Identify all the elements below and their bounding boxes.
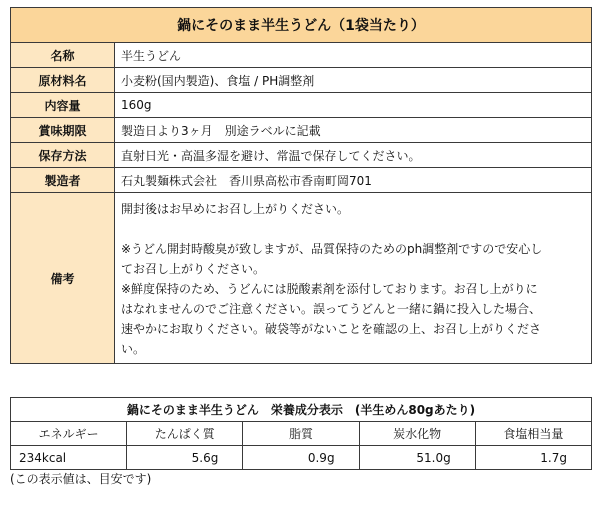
nutrition-value-protein: 5.6g — [127, 446, 243, 470]
label-head-expiry: 賞味期限 — [11, 118, 115, 143]
footnote: (この表示値は、目安です) — [10, 472, 152, 486]
notes-line: ※うどん開封時酸臭が致しますが、品質保持のためのph調整剤ですので安心し — [121, 242, 543, 256]
nutrition-value-fat: 0.9g — [243, 446, 359, 470]
label-head-notes: 備考 — [11, 193, 115, 364]
notes-line: ※鮮度保持のため、うどんには脱酸素剤を添付しております。お召し上がりに — [121, 282, 538, 296]
notes-line: はなれませんのでご注意ください。誤ってうどんと一緒に鍋に投入した場合、 — [121, 302, 542, 316]
label-value-notes — [115, 193, 592, 364]
product-label-table — [10, 7, 592, 364]
nutrition-value-energy: 234kcal — [11, 446, 127, 470]
label-row-manufacturer — [11, 168, 592, 193]
notes-line: 開封後はお早めにお召し上がりください。 — [121, 202, 350, 216]
nutrition-header-fat: 脂質 — [243, 422, 359, 446]
notes-line: い。 — [121, 342, 146, 356]
label-row-content — [11, 93, 592, 118]
nutrition-header-salt: 食塩相当量 — [475, 422, 591, 446]
nutrition-header-row — [11, 422, 592, 446]
nutrition-header-energy: エネルギー — [11, 422, 127, 446]
label-value-expiry: 製造日より3ヶ月 別途ラベルに記載 — [115, 118, 592, 143]
label-row-name — [11, 43, 592, 68]
nutrition-title: 鍋にそのまま半生うどん 栄養成分表示 (半生めん80gあたり) — [11, 398, 592, 422]
label-head-storage: 保存方法 — [11, 143, 115, 168]
label-row-expiry — [11, 118, 592, 143]
label-value-ingredients: 小麦粉(国内製造)、食塩 / PH調整剤 — [115, 68, 592, 93]
label-value-name: 半生うどん — [115, 43, 592, 68]
label-row-storage — [11, 143, 592, 168]
label-value-storage: 直射日光・高温多湿を避け、常温で保存してください。 — [115, 143, 592, 168]
label-head-manufacturer: 製造者 — [11, 168, 115, 193]
label-title: 鍋にそのまま半生うどん（1袋当たり） — [11, 8, 592, 43]
nutrition-header-protein: たんぱく質 — [127, 422, 243, 446]
nutrition-value-salt: 1.7g — [475, 446, 591, 470]
label-value-content: 160g — [115, 93, 592, 118]
label-row-ingredients — [11, 68, 592, 93]
nutrition-table — [10, 397, 592, 470]
label-row-notes — [11, 193, 592, 364]
label-head-ingredients: 原材料名 — [11, 68, 115, 93]
nutrition-value-carbs: 51.0g — [359, 446, 475, 470]
label-value-manufacturer: 石丸製麺株式会社 香川県高松市香南町岡701 — [115, 168, 592, 193]
nutrition-value-row — [11, 446, 592, 470]
nutrition-header-carbs: 炭水化物 — [359, 422, 475, 446]
label-head-name: 名称 — [11, 43, 115, 68]
label-head-content: 内容量 — [11, 93, 115, 118]
notes-line: てお召し上がりください。 — [121, 262, 266, 276]
notes-line: 速やかにお取りください。破袋等がないことを確認の上、お召し上がりくださ — [121, 322, 542, 336]
